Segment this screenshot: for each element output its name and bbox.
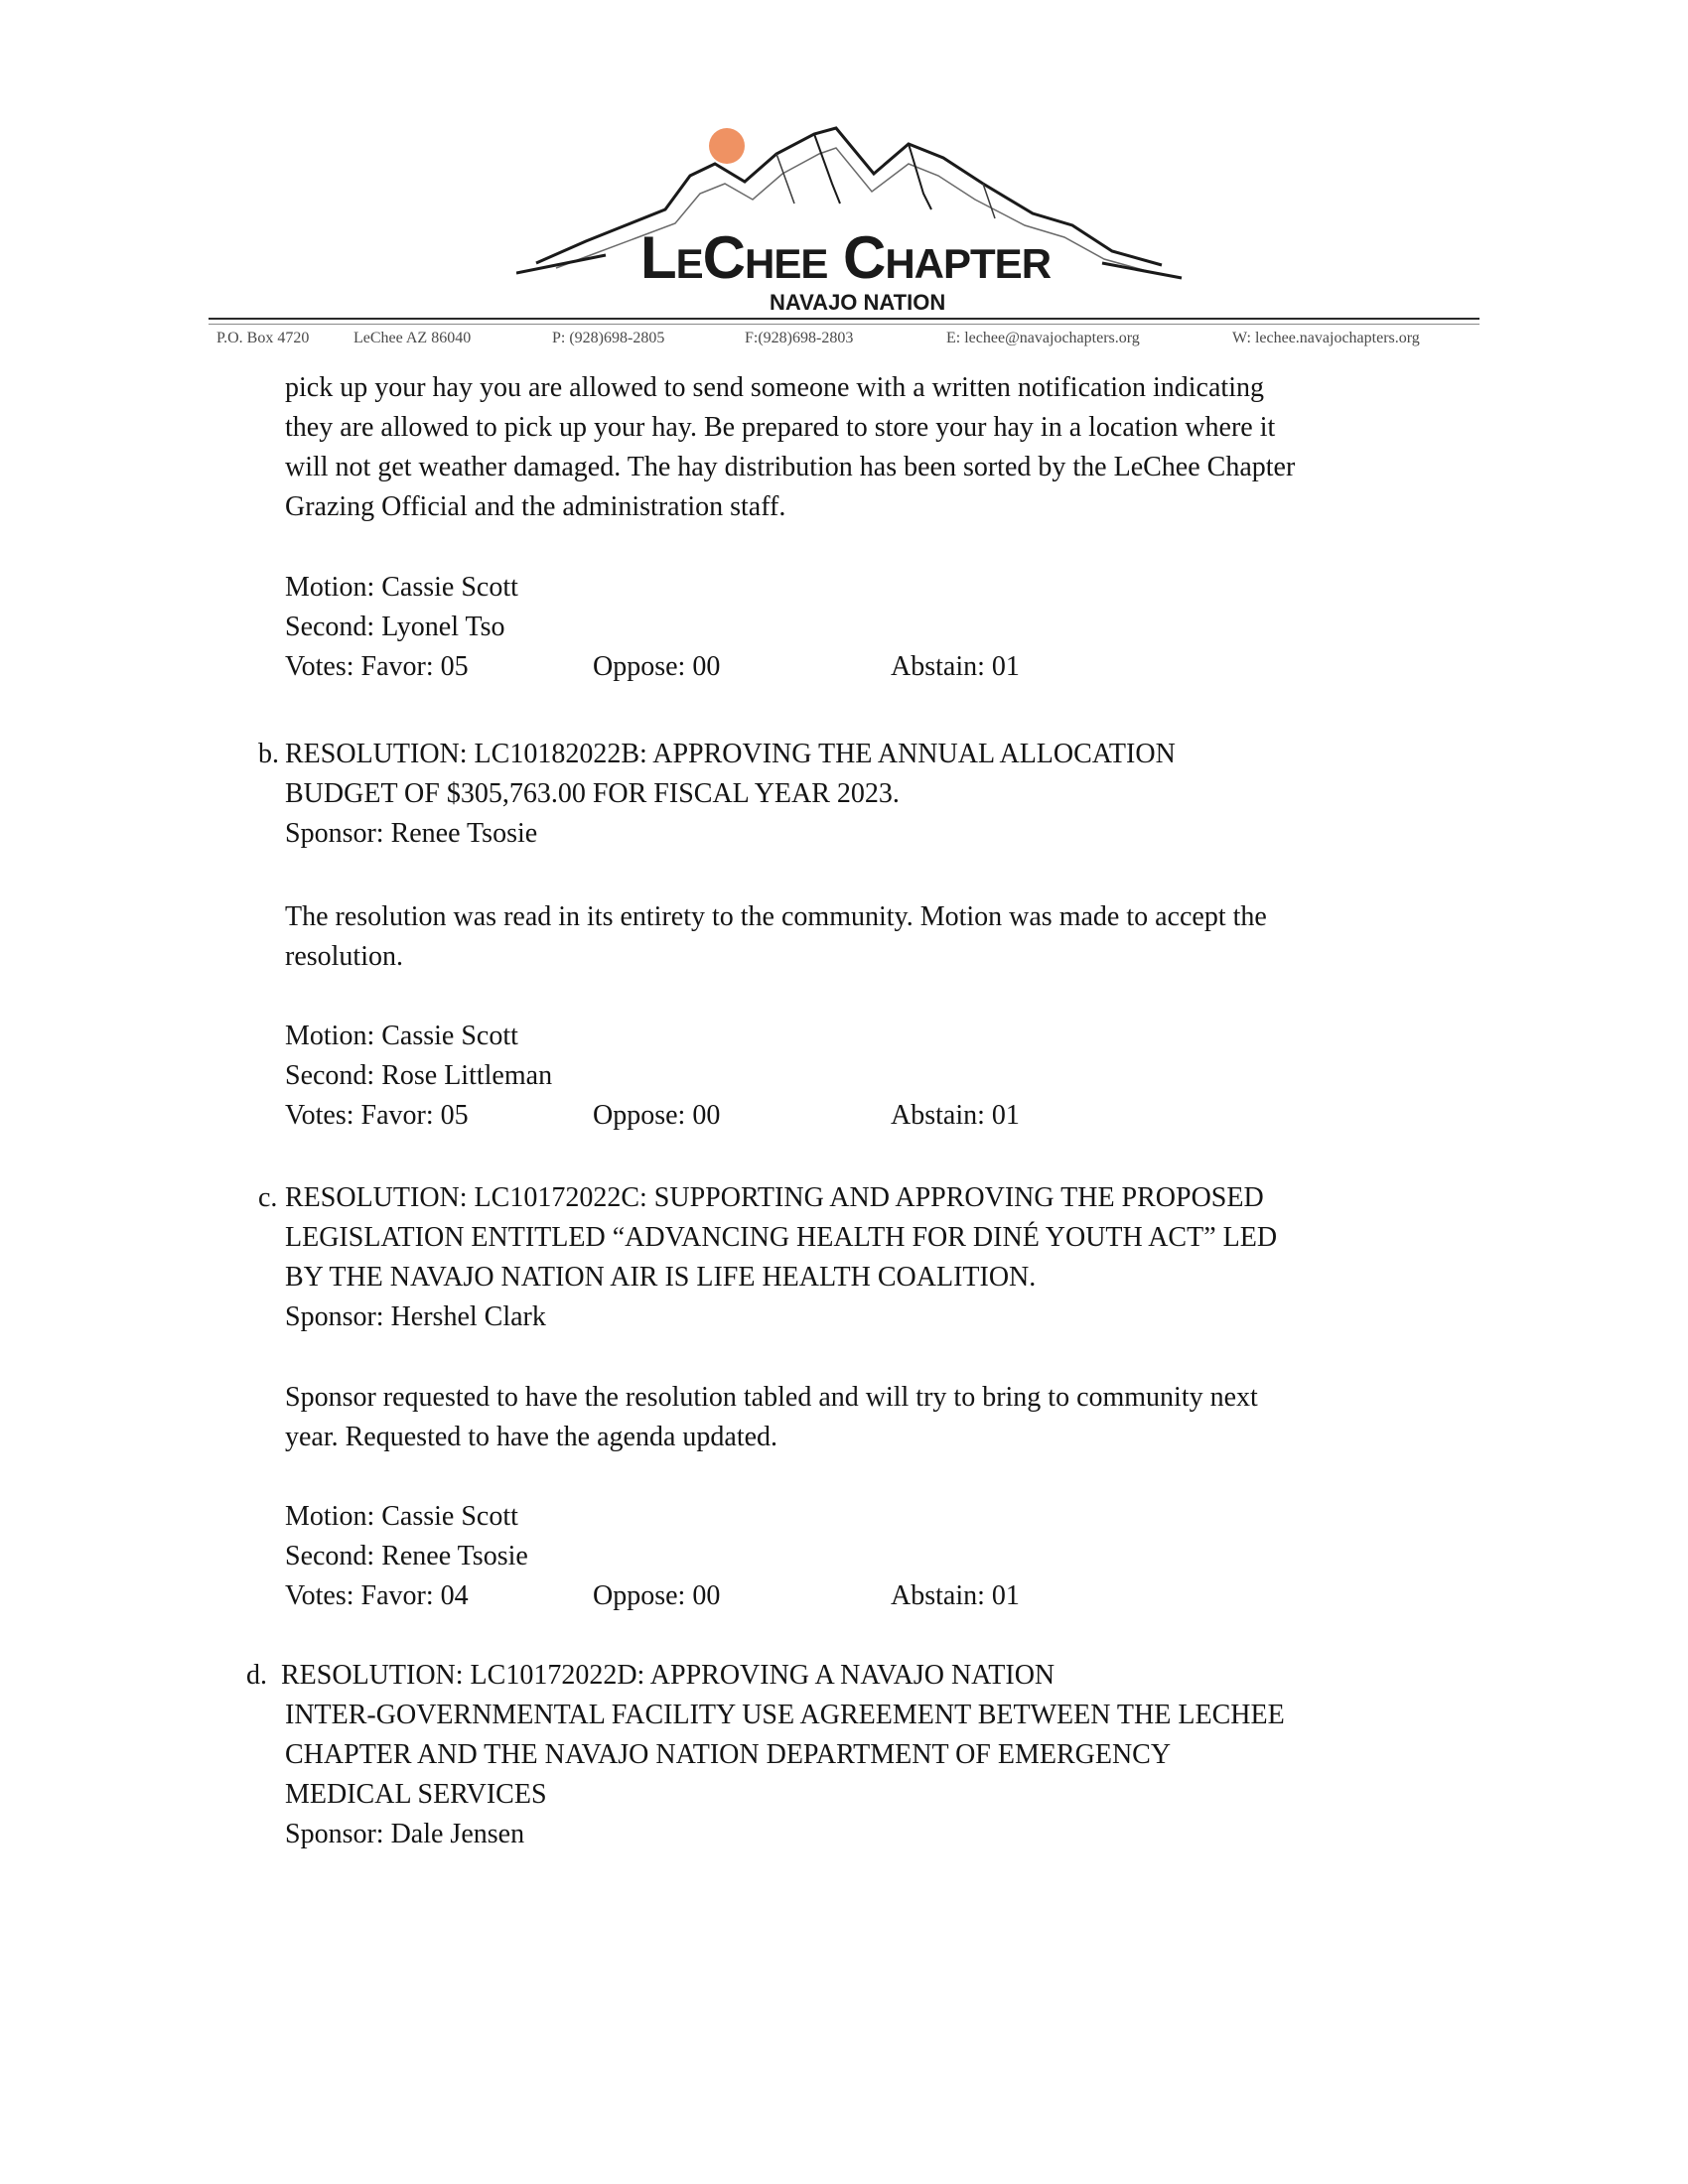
- resolution-b-notes: [285, 897, 1267, 977]
- motion-line: Motion: Cassie Scott: [285, 1501, 518, 1532]
- second-line: Second: Rose Littleman: [285, 1060, 553, 1091]
- contact-city: LeChee AZ 86040: [353, 330, 472, 346]
- header-rule: [209, 318, 1479, 320]
- second-line: Second: Lyonel Tso: [285, 612, 505, 642]
- resolution-title-line: RESOLUTION: LC10172022D: APPROVING A NAVAJO NATION: [281, 1660, 1055, 1691]
- resolution-c-votes-row: [285, 1576, 1179, 1616]
- resolution-c-letter: c.: [258, 1182, 278, 1213]
- sponsor-line: Sponsor: Renee Tsosie: [285, 818, 538, 849]
- votes-favor: Votes: Favor: 05: [285, 1100, 469, 1131]
- votes-oppose: Oppose: 00: [593, 1580, 721, 1611]
- intro-votes-row: [285, 647, 1179, 687]
- paragraph-line: will not get weather damaged. The hay distribution has been sorted by the LeChee Chapter: [285, 452, 1296, 482]
- resolution-title-line: LEGISLATION ENTITLED “ADVANCING HEALTH FOR DINÉ YOUTH ACT” LED: [285, 1222, 1278, 1253]
- paragraph-line: year. Requested to have the agenda updated.: [285, 1422, 778, 1452]
- resolution-b-letter: b.: [258, 739, 279, 769]
- resolution-b-title: [285, 735, 1176, 854]
- motion-line: Motion: Cassie Scott: [285, 572, 518, 603]
- contact-email[interactable]: E: lechee@navajochapters.org: [946, 330, 1140, 346]
- paragraph-line: The resolution was read in its entirety to the community. Motion was made to accept the: [285, 901, 1267, 932]
- contact-phone: P: (928)698-2805: [552, 330, 665, 346]
- resolution-c-motion-block: [285, 1497, 528, 1576]
- resolution-title-line: CHAPTER AND THE NAVAJO NATION DEPARTMENT OF EMERGENCY: [285, 1739, 1172, 1770]
- contact-po-box: P.O. Box 4720: [216, 330, 310, 346]
- resolution-title-line: RESOLUTION: LC10182022B: APPROVING THE ANNUAL ALLOCATION: [285, 739, 1176, 769]
- votes-favor: Votes: Favor: 04: [285, 1580, 469, 1611]
- votes-abstain: Abstain: 01: [891, 1100, 1020, 1131]
- resolution-title-line: RESOLUTION: LC10172022C: SUPPORTING AND APPROVING THE PROPOSED: [285, 1182, 1264, 1213]
- contact-website[interactable]: W: lechee.navajochapters.org: [1232, 330, 1420, 346]
- paragraph-line: pick up your hay you are allowed to send someone with a written notification indicating: [285, 372, 1264, 403]
- votes-favor: Votes: Favor: 05: [285, 651, 469, 682]
- sun-icon: [709, 128, 745, 164]
- resolution-title-line: INTER-GOVERNMENTAL FACILITY USE AGREEMENT BETWEEN THE LECHEE: [285, 1700, 1285, 1730]
- resolution-title-line: BY THE NAVAJO NATION AIR IS LIFE HEALTH COALITION.: [285, 1262, 1037, 1293]
- resolution-b-votes-row: [285, 1096, 1179, 1136]
- votes-oppose: Oppose: 00: [593, 1100, 721, 1131]
- paragraph-line: Grazing Official and the administration staff.: [285, 491, 786, 522]
- letterhead: [0, 0, 1688, 357]
- resolution-c-notes: [285, 1378, 1258, 1457]
- resolution-b-motion-block: [285, 1017, 552, 1096]
- resolution-d-title: [281, 1656, 1285, 1854]
- chapter-name: LeChee Chapter: [640, 224, 1052, 291]
- paragraph-line: resolution.: [285, 941, 403, 972]
- votes-abstain: Abstain: 01: [891, 651, 1020, 682]
- paragraph-line: they are allowed to pick up your hay. Be prepared to store your hay in a location where it: [285, 412, 1276, 443]
- resolution-title-line: MEDICAL SERVICES: [285, 1779, 547, 1810]
- votes-abstain: Abstain: 01: [891, 1580, 1020, 1611]
- sponsor-line: Sponsor: Hershel Clark: [285, 1301, 546, 1332]
- intro-paragraph: [285, 368, 1295, 527]
- intro-motion-block: [285, 568, 518, 647]
- resolution-d-letter: d.: [246, 1660, 267, 1691]
- votes-oppose: Oppose: 00: [593, 651, 721, 682]
- header-rule-thin: [209, 324, 1479, 325]
- contact-fax: F:(928)698-2803: [745, 330, 854, 346]
- sponsor-line: Sponsor: Dale Jensen: [285, 1819, 525, 1849]
- second-line: Second: Renee Tsosie: [285, 1541, 528, 1571]
- nation-name: NAVAJO NATION: [770, 290, 946, 315]
- resolution-title-line: BUDGET OF $305,763.00 FOR FISCAL YEAR 2023.: [285, 778, 900, 809]
- motion-line: Motion: Cassie Scott: [285, 1021, 518, 1051]
- paragraph-line: Sponsor requested to have the resolution tabled and will try to bring to community next: [285, 1382, 1258, 1413]
- resolution-c-title: [285, 1178, 1277, 1337]
